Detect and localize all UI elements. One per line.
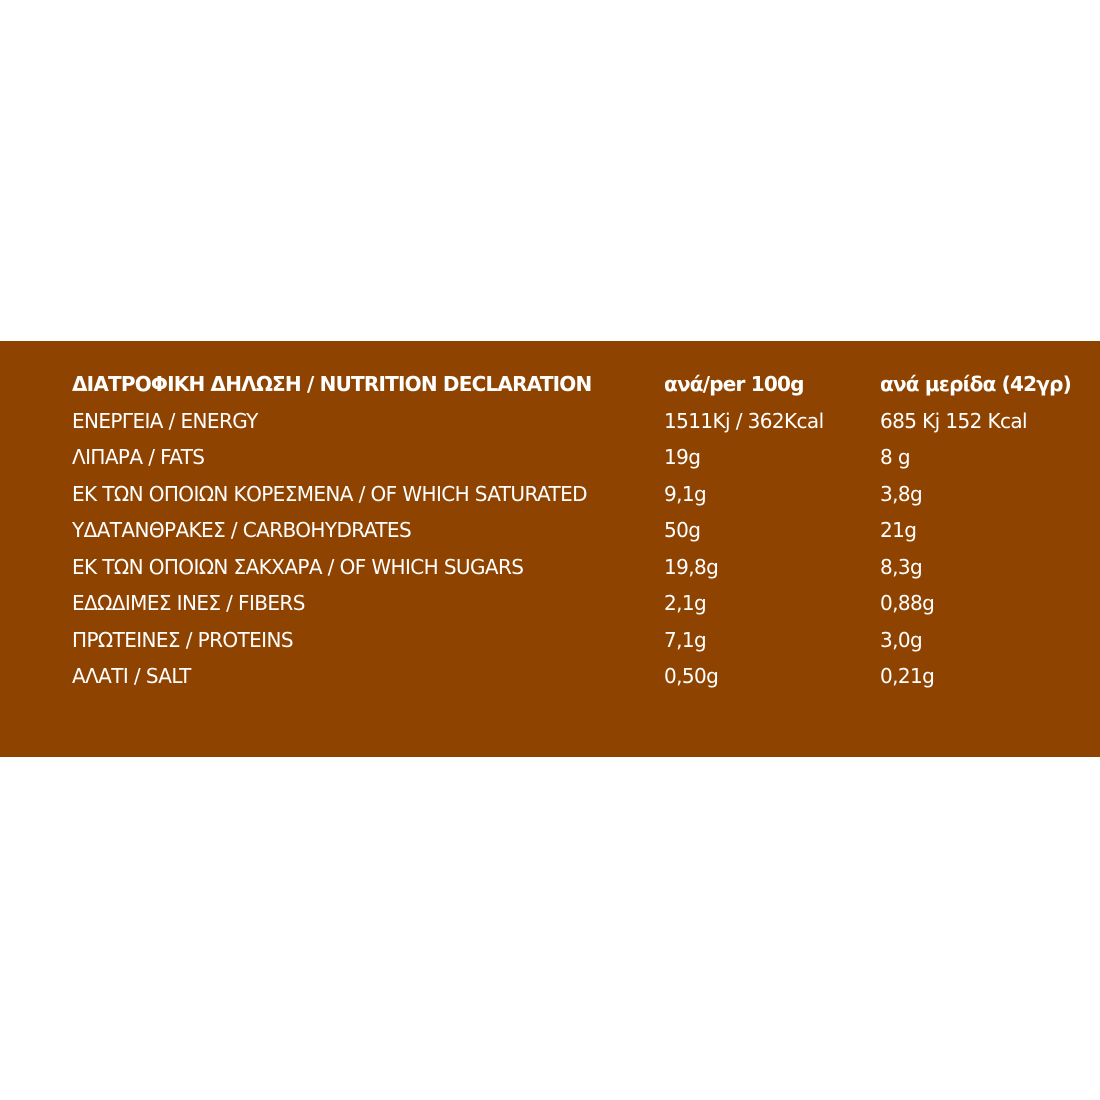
- nutrient-name: ΑΛΑΤΙ / SALT: [72, 664, 191, 689]
- table-row: [72, 658, 1082, 695]
- value-per-serving: 0,88g: [880, 591, 935, 616]
- header-per-100g: ανά/per 100g: [664, 372, 804, 397]
- header-per-serving: ανά μερίδα (42γρ): [880, 372, 1071, 397]
- nutrient-name: ΠΡΩΤΕΙΝΕΣ / PROTEINS: [72, 627, 293, 652]
- value-per-100g: 0,50g: [664, 664, 719, 689]
- nutrient-name: ΛΙΠΑΡΑ / FATS: [72, 445, 205, 470]
- value-per-serving: 3,0g: [880, 627, 923, 652]
- value-per-100g: 1511Kj / 362Kcal: [664, 408, 824, 433]
- nutrient-name: ΕΚ ΤΩΝ ΟΠΟΙΩΝ ΚΟΡΕΣΜΕΝΑ / OF WHICH SATURATED: [72, 481, 587, 506]
- value-per-100g: 2,1g: [664, 591, 707, 616]
- nutrient-name: ΕΔΩΔΙΜΕΣ ΙΝΕΣ / FIBERS: [72, 591, 305, 616]
- value-per-serving: 21g: [880, 518, 917, 543]
- value-per-serving: 8 g: [880, 445, 910, 470]
- nutrient-name: ΕΝΕΡΓΕΙΑ / ENERGY: [72, 408, 258, 433]
- table-row: [72, 512, 1082, 549]
- value-per-100g: 19,8g: [664, 554, 719, 579]
- table-row: [72, 549, 1082, 586]
- value-per-serving: 685 Kj 152 Kcal: [880, 408, 1028, 433]
- table-row: [72, 585, 1082, 622]
- value-per-serving: 8,3g: [880, 554, 923, 579]
- header-title: ΔΙΑΤΡΟΦΙΚΗ ΔΗΛΩΣΗ / NUTRITION DECLARATION: [72, 372, 592, 397]
- value-per-serving: 3,8g: [880, 481, 923, 506]
- value-per-100g: 9,1g: [664, 481, 707, 506]
- table-header-row: [72, 366, 1082, 403]
- value-per-100g: 19g: [664, 445, 701, 470]
- table-row: [72, 622, 1082, 659]
- value-per-serving: 0,21g: [880, 664, 935, 689]
- table-row: [72, 476, 1082, 513]
- value-per-100g: 7,1g: [664, 627, 707, 652]
- nutrient-name: ΕΚ ΤΩΝ ΟΠΟΙΩΝ ΣΑΚΧΑΡΑ / OF WHICH SUGARS: [72, 554, 524, 579]
- value-per-100g: 50g: [664, 518, 701, 543]
- table-row: [72, 403, 1082, 440]
- nutrition-table: [72, 366, 1082, 695]
- table-row: [72, 439, 1082, 476]
- nutrient-name: ΥΔΑΤΑΝΘΡΑΚΕΣ / CARBOHYDRATES: [72, 518, 412, 543]
